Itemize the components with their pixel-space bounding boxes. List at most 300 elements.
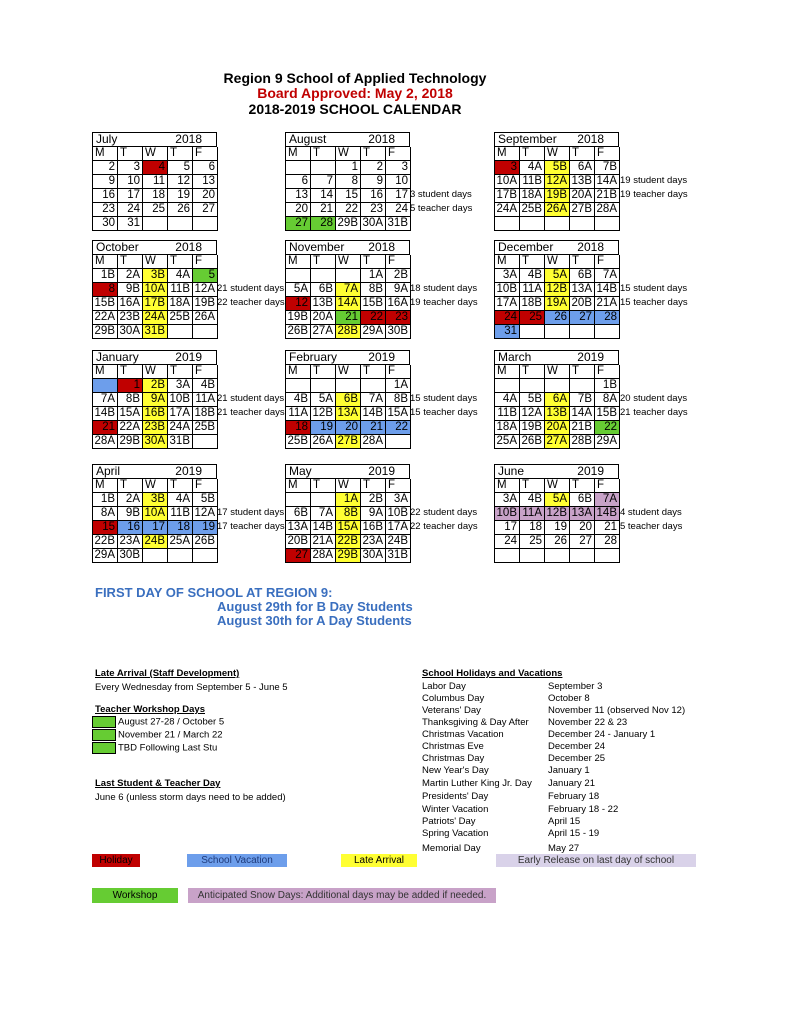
weekday-header: T [570, 255, 595, 269]
weekday-header: T [361, 147, 386, 161]
day-cell: 11B [168, 283, 193, 297]
holiday-date: January 1 [548, 765, 590, 776]
day-cell: 3B [143, 269, 168, 283]
day-cell: 23 [386, 311, 411, 325]
day-cell: 25 [520, 535, 545, 549]
day-cell: 6B [311, 283, 336, 297]
day-cell: 15B [361, 297, 386, 311]
holiday-name: Patriots' Day [422, 816, 476, 827]
day-cell: 18 [168, 521, 193, 535]
day-cell: 11A [286, 407, 311, 421]
day-cell: 31B [168, 435, 193, 449]
day-cell: 26A [193, 311, 218, 325]
weekday-header: M [495, 255, 520, 269]
day-cell: 30A [118, 325, 143, 339]
day-cell: 13A [570, 283, 595, 297]
day-cell: 23A [361, 535, 386, 549]
day-cell: 29B [93, 325, 118, 339]
day-cell: 5A [545, 269, 570, 283]
month-title [92, 464, 217, 478]
workshop-item: November 21 / March 22 [92, 729, 223, 741]
day-cell: 28A [311, 549, 336, 563]
day-cell: 19 [168, 189, 193, 203]
day-cell: 6A [545, 393, 570, 407]
day-count-note: 5 teacher days [620, 521, 683, 532]
board-approved: Board Approved: May 2, 2018 [257, 85, 453, 101]
weekday-header: W [336, 255, 361, 269]
day-cell: 21 [361, 421, 386, 435]
day-cell: 27B [336, 435, 361, 449]
day-cell: 17A [168, 407, 193, 421]
day-cell: 7A [361, 393, 386, 407]
day-count-note: 4 student days [620, 507, 682, 518]
weekday-header: F [595, 479, 620, 493]
day-cell: 13A [336, 407, 361, 421]
day-cell: 4A [168, 269, 193, 283]
day-cell: 12B [545, 507, 570, 521]
day-count-note: 15 student days [620, 283, 688, 294]
day-cell: 28 [311, 217, 336, 231]
holiday-date: April 15 - 19 [548, 828, 600, 839]
day-cell: 2B [361, 493, 386, 507]
day-cell: 7B [570, 393, 595, 407]
day-cell: 17 [386, 189, 411, 203]
day-cell: 9B [118, 507, 143, 521]
holiday-name: Christmas Day [422, 753, 485, 764]
day-cell: 21B [595, 189, 620, 203]
day-cell: 4B [520, 269, 545, 283]
calendar-subtitle: 2018-2019 SCHOOL CALENDAR [248, 101, 462, 117]
weekday-header: T [520, 255, 545, 269]
day-cell: 12 [168, 175, 193, 189]
day-cell: 17A [495, 297, 520, 311]
month-grid [494, 146, 619, 231]
day-cell: 21B [570, 421, 595, 435]
month-grid [285, 254, 410, 339]
day-cell: 22 [336, 203, 361, 217]
day-cell: 20 [193, 189, 218, 203]
day-cell: 27 [570, 535, 595, 549]
day-cell: 13 [286, 189, 311, 203]
day-cell: 8 [336, 175, 361, 189]
day-cell: 17 [118, 189, 143, 203]
last-day-heading: Last Student & Teacher Day [95, 778, 221, 789]
day-cell [570, 379, 595, 393]
day-cell: 21 [336, 311, 361, 325]
day-cell: 4B [193, 379, 218, 393]
day-cell [193, 549, 218, 563]
day-cell [286, 269, 311, 283]
month-year: 2019 [577, 350, 604, 364]
workshop-swatch [92, 742, 116, 754]
day-cell: 25B [520, 203, 545, 217]
day-cell: 8B [386, 393, 411, 407]
day-cell: 5A [311, 393, 336, 407]
day-cell [386, 435, 411, 449]
day-cell: 26A [311, 435, 336, 449]
holiday-date: October 8 [548, 693, 590, 704]
first-day-line2: August 29th for B Day Students [217, 599, 413, 614]
day-cell: 15A [386, 407, 411, 421]
day-cell: 14B [595, 283, 620, 297]
day-cell: 6B [570, 493, 595, 507]
day-cell: 18 [520, 521, 545, 535]
day-count-note: 20 student days [620, 393, 688, 404]
day-cell: 10 [118, 175, 143, 189]
month-title [285, 240, 410, 254]
day-cell: 12A [545, 175, 570, 189]
month-name: July [96, 132, 118, 146]
day-cell: 18B [520, 297, 545, 311]
day-count-note: 17 student days [217, 507, 285, 518]
day-cell: 21 [595, 521, 620, 535]
day-cell: 10B [168, 393, 193, 407]
day-cell [520, 217, 545, 231]
weekday-header: M [495, 147, 520, 161]
day-cell: 26 [168, 203, 193, 217]
day-cell: 19 [193, 521, 218, 535]
month-grid [285, 146, 410, 231]
day-cell: 22 [386, 421, 411, 435]
holiday-name: New Year's Day [422, 765, 489, 776]
holiday-name: Martin Luther King Jr. Day [422, 778, 532, 789]
day-cell: 27A [545, 435, 570, 449]
day-cell [286, 493, 311, 507]
holiday-name: Columbus Day [422, 693, 485, 704]
weekday-header: T [361, 479, 386, 493]
day-cell: 15B [595, 407, 620, 421]
day-cell [286, 161, 311, 175]
day-cell: 15 [336, 189, 361, 203]
day-cell [570, 549, 595, 563]
day-cell: 31B [143, 325, 168, 339]
day-cell: 30A [361, 217, 386, 231]
day-cell: 21 [311, 203, 336, 217]
day-cell: 11B [520, 175, 545, 189]
day-cell: 23B [118, 311, 143, 325]
day-cell: 29B [336, 549, 361, 563]
weekday-header: M [286, 365, 311, 379]
day-cell: 18A [495, 421, 520, 435]
month-title [92, 240, 217, 254]
day-cell: 18A [168, 297, 193, 311]
day-cell: 6 [286, 175, 311, 189]
day-cell: 2 [93, 161, 118, 175]
day-cell [545, 379, 570, 393]
holiday-name: Presidents' Day [422, 791, 489, 802]
day-cell: 26B [286, 325, 311, 339]
day-cell [336, 379, 361, 393]
day-cell: 22A [118, 421, 143, 435]
weekday-header: F [193, 255, 218, 269]
day-cell: 1A [386, 379, 411, 393]
day-cell: 19 [311, 421, 336, 435]
weekday-header: W [336, 147, 361, 161]
day-cell: 27A [311, 325, 336, 339]
day-cell: 27 [570, 311, 595, 325]
month-september [494, 132, 619, 231]
day-count-note: 21 student days [217, 393, 285, 404]
day-cell: 22 [595, 421, 620, 435]
document-title: Region 9 School of Applied Technology [223, 70, 487, 86]
weekday-header: M [286, 255, 311, 269]
day-cell [545, 217, 570, 231]
day-cell: 28A [361, 435, 386, 449]
month-grid [92, 364, 217, 449]
day-cell: 18B [193, 407, 218, 421]
day-cell: 5 [168, 161, 193, 175]
day-cell: 17 [143, 521, 168, 535]
day-cell: 13 [193, 175, 218, 189]
day-cell: 29B [118, 435, 143, 449]
day-cell: 15A [118, 407, 143, 421]
month-year: 2019 [368, 350, 395, 364]
day-cell: 3 [118, 161, 143, 175]
month-december [494, 240, 619, 339]
day-cell: 6 [193, 161, 218, 175]
day-cell: 14B [595, 507, 620, 521]
weekday-header: T [168, 479, 193, 493]
day-cell: 13A [570, 507, 595, 521]
weekday-header: F [595, 147, 620, 161]
day-cell: 7A [311, 507, 336, 521]
day-cell: 25B [193, 421, 218, 435]
month-title [494, 464, 619, 478]
workshop-swatch [92, 716, 116, 728]
month-year: 2018 [368, 132, 395, 146]
day-cell: 16A [386, 297, 411, 311]
day-cell: 26B [193, 535, 218, 549]
month-may [285, 464, 410, 563]
day-cell: 24 [495, 311, 520, 325]
day-cell: 14 [311, 189, 336, 203]
holiday-date: April 15 [548, 816, 581, 827]
day-cell [193, 435, 218, 449]
day-cell: 8B [118, 393, 143, 407]
day-cell: 23A [118, 535, 143, 549]
day-cell [143, 549, 168, 563]
day-cell: 24 [495, 535, 520, 549]
late-arrival-text: Every Wednesday from September 5 - June 5 [95, 682, 288, 693]
weekday-header: T [311, 479, 336, 493]
late-arrival-heading: Late Arrival (Staff Development) [95, 668, 240, 679]
day-cell: 16 [93, 189, 118, 203]
weekday-header: M [93, 255, 118, 269]
day-cell: 11 [143, 175, 168, 189]
month-year: 2018 [577, 240, 604, 254]
day-cell: 6B [286, 507, 311, 521]
day-cell: 4B [286, 393, 311, 407]
day-cell [336, 269, 361, 283]
day-cell [495, 549, 520, 563]
month-year: 2019 [175, 350, 202, 364]
day-cell [193, 217, 218, 231]
day-cell: 19B [520, 421, 545, 435]
day-cell: 29A [595, 435, 620, 449]
month-name: June [498, 464, 525, 478]
day-cell: 24A [168, 421, 193, 435]
weekday-header: T [361, 365, 386, 379]
weekday-header: W [545, 479, 570, 493]
weekday-header: T [118, 365, 143, 379]
day-cell: 2B [143, 379, 168, 393]
day-cell: 29A [361, 325, 386, 339]
legend-late-arrival: Late Arrival [341, 854, 417, 867]
day-cell: 25B [286, 435, 311, 449]
day-cell: 17 [495, 521, 520, 535]
day-count-note: 18 student days [410, 283, 478, 294]
day-cell: 3B [143, 493, 168, 507]
day-cell: 10 [386, 175, 411, 189]
day-count-note: 19 teacher days [410, 297, 478, 308]
month-name: January [96, 350, 139, 364]
day-cell: 21A [311, 535, 336, 549]
day-cell: 26 [545, 311, 570, 325]
day-cell: 10A [143, 283, 168, 297]
holiday-date: February 18 [548, 791, 600, 802]
day-cell: 28B [336, 325, 361, 339]
weekday-header: W [545, 147, 570, 161]
day-cell: 10A [495, 175, 520, 189]
legend-vacation: School Vacation [187, 854, 287, 867]
day-cell: 25B [168, 311, 193, 325]
weekday-header: W [143, 365, 168, 379]
weekday-header: F [595, 365, 620, 379]
day-cell: 8A [595, 393, 620, 407]
day-cell: 24A [143, 311, 168, 325]
weekday-header: T [118, 147, 143, 161]
month-title [92, 132, 217, 146]
holiday-name: Christmas Eve [422, 741, 484, 752]
day-cell: 6B [570, 269, 595, 283]
day-cell: 11B [168, 507, 193, 521]
day-cell: 27 [193, 203, 218, 217]
day-cell [570, 325, 595, 339]
month-august [285, 132, 410, 231]
day-cell: 1B [93, 493, 118, 507]
day-cell: 13B [311, 297, 336, 311]
day-cell: 10A [143, 507, 168, 521]
day-cell [168, 325, 193, 339]
day-cell: 19B [545, 189, 570, 203]
weekday-header: M [286, 147, 311, 161]
last-day-text: June 6 (unless storm days need to be added) [95, 792, 286, 803]
day-cell: 28A [595, 203, 620, 217]
day-cell: 14B [361, 407, 386, 421]
day-count-note: 22 teacher days [410, 521, 478, 532]
day-cell: 24A [495, 203, 520, 217]
weekday-header: T [118, 255, 143, 269]
day-cell: 23B [143, 421, 168, 435]
day-cell: 5B [545, 161, 570, 175]
day-cell [311, 269, 336, 283]
day-cell: 14B [93, 407, 118, 421]
day-cell [168, 217, 193, 231]
day-cell: 19B [286, 311, 311, 325]
month-year: 2018 [368, 240, 395, 254]
day-cell: 18 [286, 421, 311, 435]
day-cell: 15B [93, 297, 118, 311]
month-name: October [96, 240, 139, 254]
day-cell: 22A [93, 311, 118, 325]
day-cell: 24 [118, 203, 143, 217]
day-cell [495, 379, 520, 393]
day-cell: 9A [143, 393, 168, 407]
month-name: February [289, 350, 338, 364]
day-cell: 20A [545, 421, 570, 435]
day-cell: 15A [336, 521, 361, 535]
month-year: 2019 [368, 464, 395, 478]
holiday-date: December 24 [548, 741, 606, 752]
day-cell: 20A [570, 189, 595, 203]
day-cell: 14A [570, 407, 595, 421]
day-cell: 19A [545, 297, 570, 311]
month-title [285, 464, 410, 478]
day-cell: 1A [361, 269, 386, 283]
day-cell: 20B [570, 297, 595, 311]
day-cell: 9 [93, 175, 118, 189]
holiday-name: Memorial Day [422, 843, 481, 854]
day-cell: 17B [143, 297, 168, 311]
weekday-header: F [193, 147, 218, 161]
weekday-header: W [143, 147, 168, 161]
day-cell: 8B [336, 507, 361, 521]
day-cell: 30A [143, 435, 168, 449]
day-cell [143, 217, 168, 231]
day-cell: 22B [336, 535, 361, 549]
day-cell: 16A [118, 297, 143, 311]
day-cell: 12A [193, 283, 218, 297]
weekday-header: F [193, 479, 218, 493]
day-cell: 30 [93, 217, 118, 231]
day-cell: 30B [386, 325, 411, 339]
month-grid [285, 478, 410, 563]
legend-snow-days: Anticipated Snow Days: Additional days may be added if needed. [188, 888, 496, 903]
day-cell: 28B [570, 435, 595, 449]
weekday-header: M [495, 479, 520, 493]
day-cell: 7A [336, 283, 361, 297]
day-cell: 1 [118, 379, 143, 393]
day-cell: 13B [545, 407, 570, 421]
holiday-date: May 27 [548, 843, 580, 854]
workshop-heading: Teacher Workshop Days [95, 704, 205, 715]
weekday-header: T [570, 479, 595, 493]
day-cell [168, 549, 193, 563]
day-cell [361, 379, 386, 393]
weekday-header: T [520, 479, 545, 493]
day-cell [520, 379, 545, 393]
day-cell: 23 [93, 203, 118, 217]
day-cell: 16B [143, 407, 168, 421]
day-cell: 21A [595, 297, 620, 311]
workshop-item: TBD Following Last Stu [92, 742, 217, 754]
weekday-header: M [93, 479, 118, 493]
day-cell: 1B [595, 379, 620, 393]
weekday-header: F [386, 255, 411, 269]
day-cell: 31 [118, 217, 143, 231]
weekday-header: T [118, 479, 143, 493]
weekday-header: M [286, 479, 311, 493]
month-march [494, 350, 619, 449]
day-cell: 18A [520, 189, 545, 203]
month-april [92, 464, 217, 563]
day-cell: 7A [595, 269, 620, 283]
workshop-item: August 27-28 / October 5 [92, 716, 224, 728]
day-cell: 5B [193, 493, 218, 507]
day-cell: 19 [545, 521, 570, 535]
month-grid [92, 146, 217, 231]
day-cell: 1A [336, 493, 361, 507]
